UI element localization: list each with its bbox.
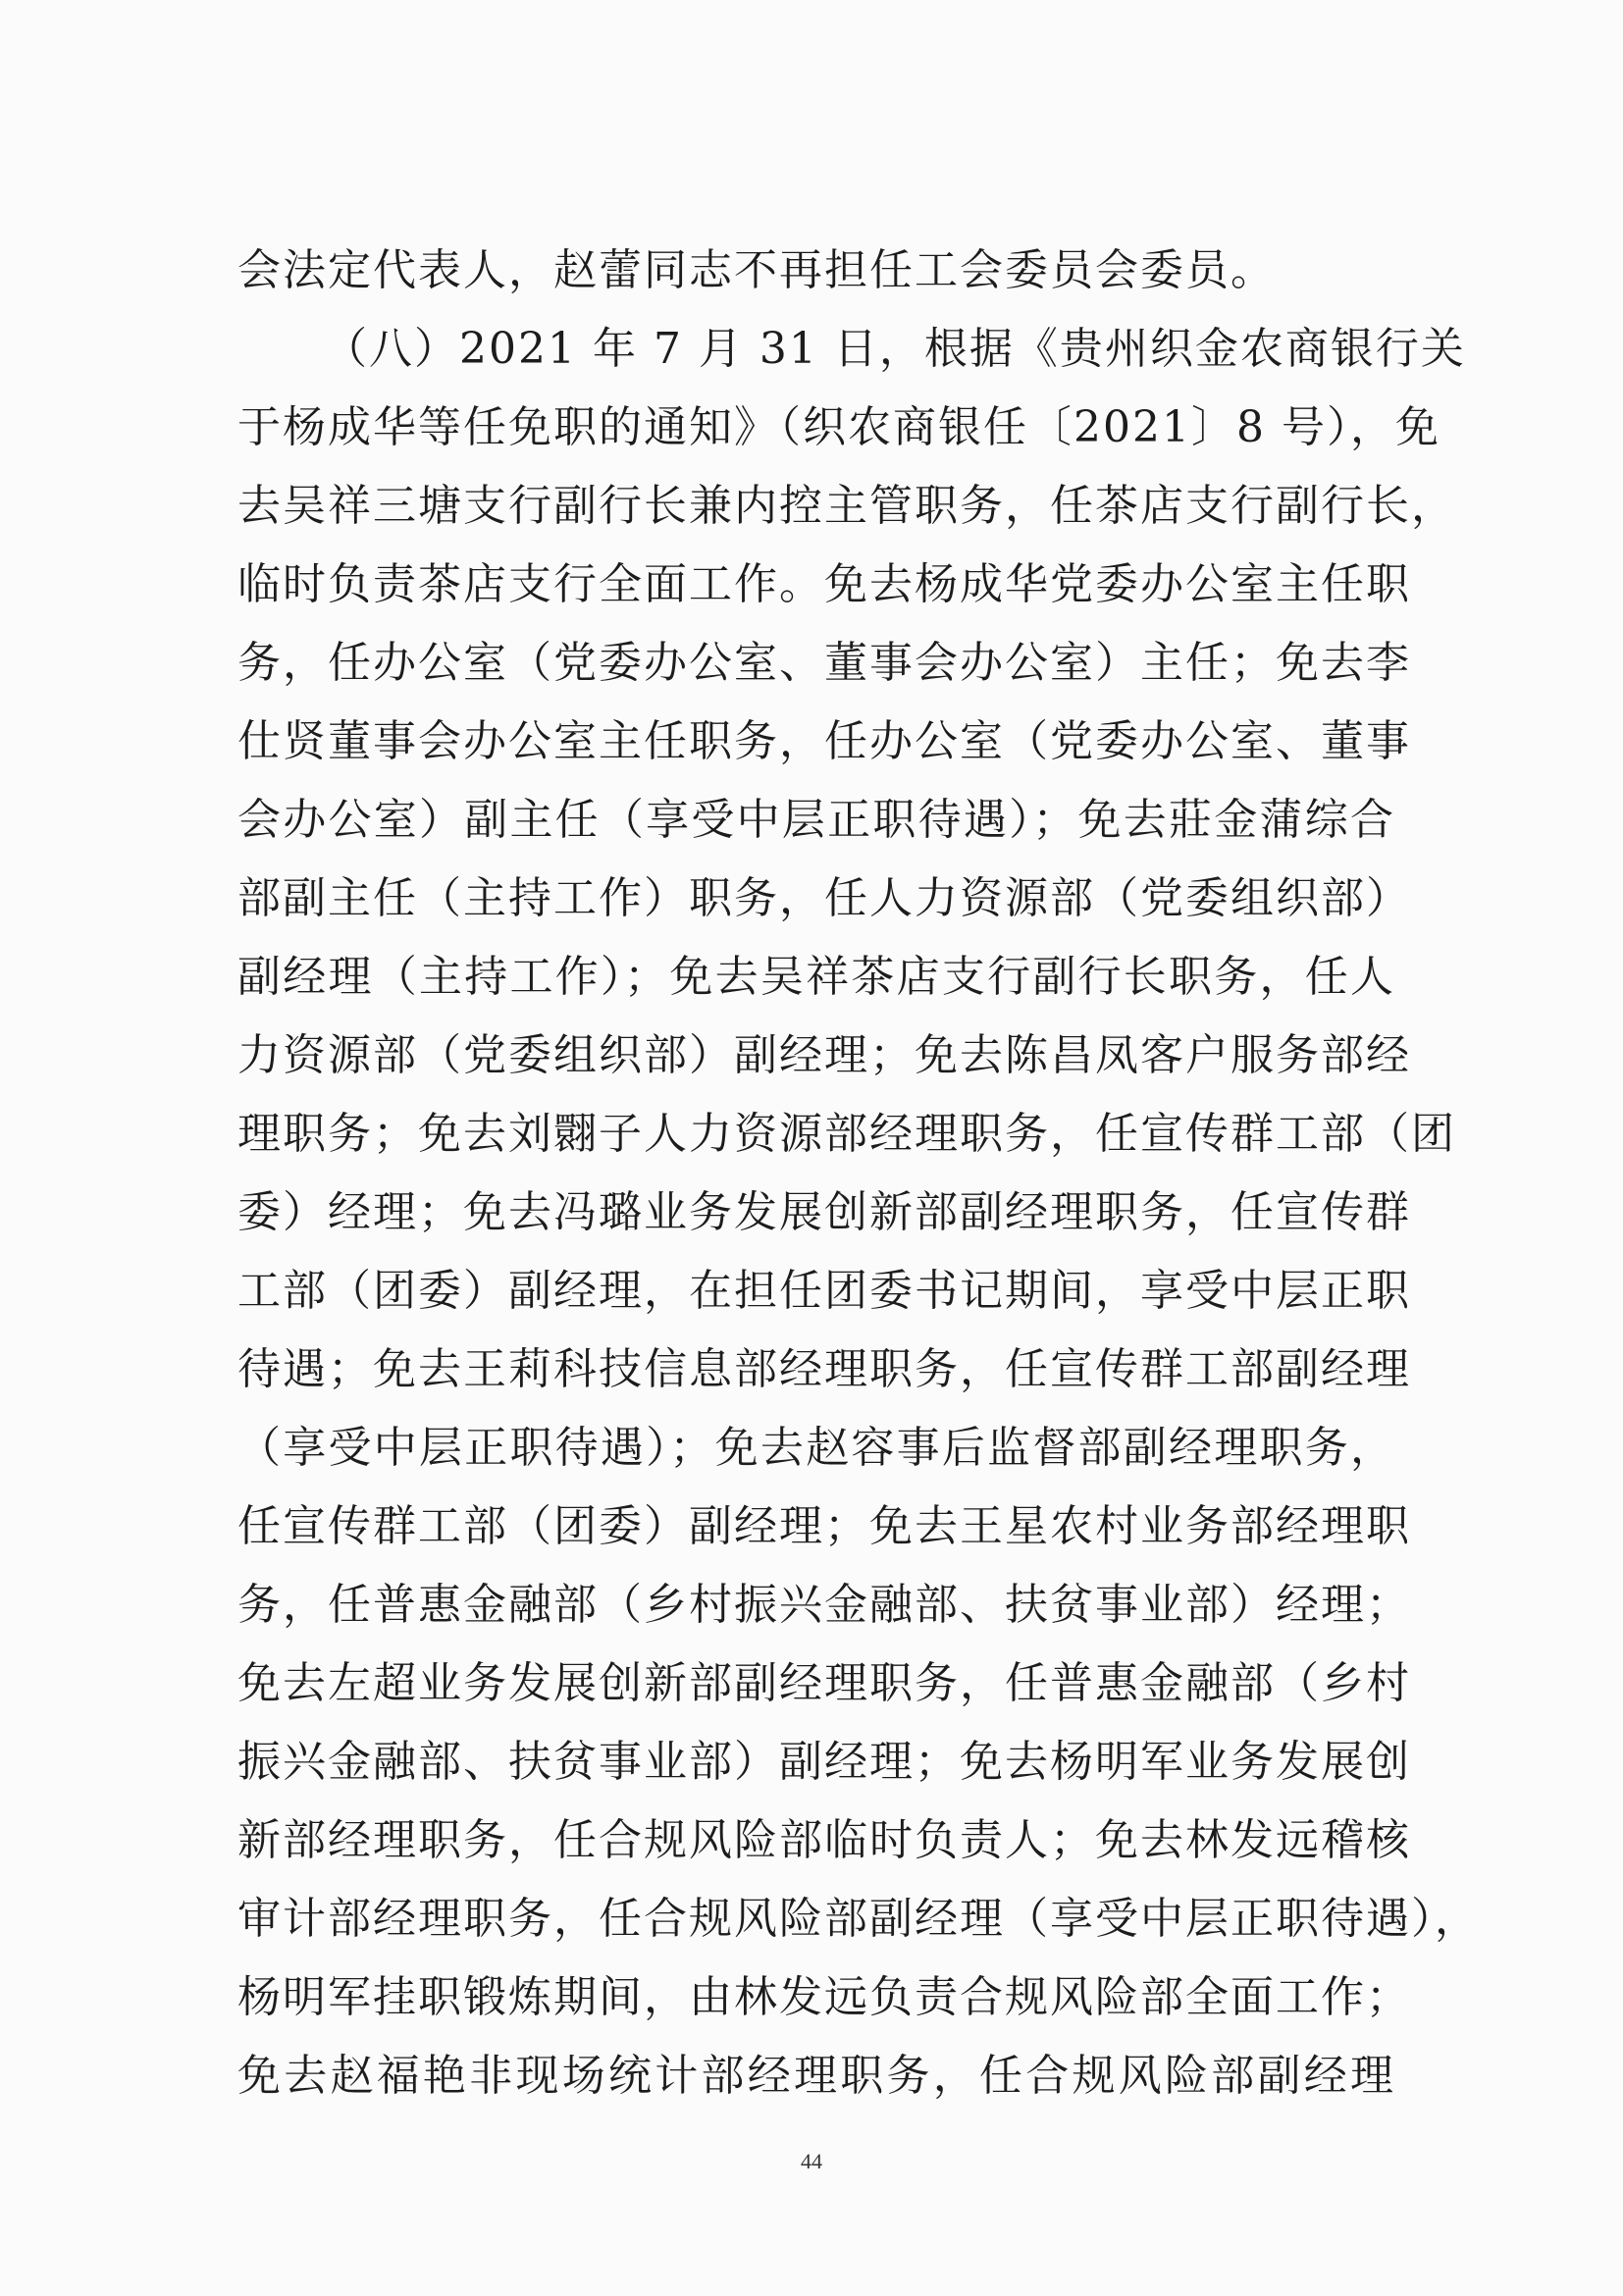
text-line-22: 审计部经理职务，任合规风险部副经理（享受中层正职待遇），: [237, 1894, 1480, 1944]
text-line-3: 于杨成华等任免职的通知》（织农商银任〔2021〕8 号），免: [237, 402, 1440, 452]
text-line-8: 会办公室）副主任（享受中层正职待遇）；免去莊金蒲综合: [237, 795, 1395, 845]
text-line-1: 会法定代表人，赵蕾同志不再担任工会委员会委员。: [237, 245, 1276, 295]
text-line-2: （八）2021 年 7 月 31 日，根据《贵州织金农商银行关: [324, 324, 1466, 374]
text-line-15: 待遇；免去王莉科技信息部经理职务，任宣传群工部副经理: [237, 1344, 1411, 1394]
text-line-23: 杨明军挂职锻炼期间，由林发远负责合规风险部全面工作；: [237, 1972, 1411, 2022]
body-text: [237, 232, 1480, 2115]
text-line-24: 免去赵福艳非现场统计部经理职务，任合规风险部副经理: [237, 2051, 1395, 2101]
text-line-12: 理职务；免去刘翾子人力资源部经理职务，任宣传群工部（团: [237, 1109, 1456, 1159]
text-line-13: 委）经理；免去冯璐业务发展创新部副经理职务，任宣传群: [237, 1187, 1411, 1237]
text-line-17: 任宣传群工部（团委）副经理；免去王星农村业务部经理职: [237, 1501, 1411, 1551]
text-line-5: 临时负责茶店支行全面工作。免去杨成华党委办公室主任职: [237, 559, 1411, 609]
text-line-4: 去吴祥三塘支行副行长兼内控主管职务，任茶店支行副行长，: [237, 481, 1456, 531]
text-line-21: 新部经理职务，任合规风险部临时负责人；免去林发远稽核: [237, 1815, 1411, 1865]
text-line-10: 副经理（主持工作）；免去吴祥茶店支行副行长职务，任人: [237, 952, 1395, 1002]
text-line-16: （享受中层正职待遇）；免去赵容事后监督部副经理职务，: [237, 1423, 1395, 1473]
text-line-19: 免去左超业务发展创新部副经理职务，任普惠金融部（乡村: [237, 1658, 1411, 1708]
text-line-11: 力资源部（党委组织部）副经理；免去陈昌凤客户服务部经: [237, 1030, 1411, 1080]
text-line-18: 务，任普惠金融部（乡村振兴金融部、扶贫事业部）经理；: [237, 1580, 1411, 1630]
text-line-20: 振兴金融部、扶贫事业部）副经理；免去杨明军业务发展创: [237, 1737, 1411, 1787]
text-line-14: 工部（团委）副经理，在担任团委书记期间，享受中层正职: [237, 1266, 1411, 1316]
text-line-7: 仕贤董事会办公室主任职务，任办公室（党委办公室、董事: [237, 716, 1411, 766]
text-line-6: 务，任办公室（党委办公室、董事会办公室）主任；免去李: [237, 638, 1411, 688]
text-line-9: 部副主任（主持工作）职务，任人力资源部（党委组织部）: [237, 873, 1411, 923]
page-number: 44: [801, 2149, 822, 2173]
